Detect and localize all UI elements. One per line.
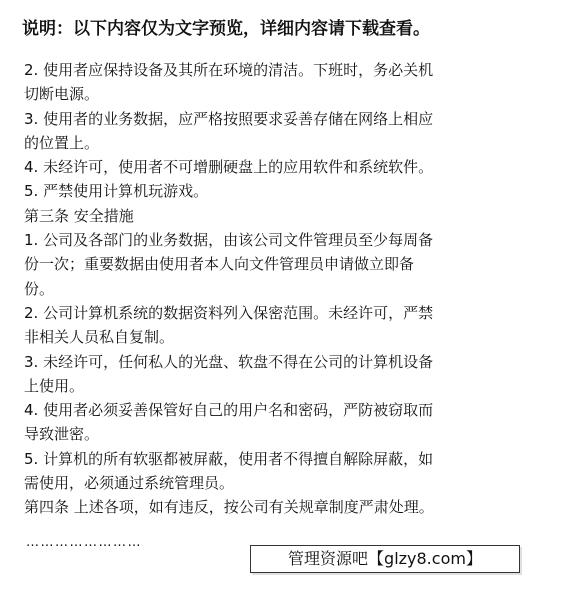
text-line: 非相关人员私自复制。: [24, 328, 175, 347]
text-line: 5. 计算机的所有软驱都被屏蔽，使用者不得擅自解除屏蔽，如: [24, 449, 434, 468]
text-line: 份一次；重要数据由使用者本人向文件管理员申请做立即备: [24, 255, 415, 274]
text-line: 4. 未经许可，使用者不可增删硬盘上的应用软件和系统软件。: [24, 158, 434, 177]
text-line: 3. 使用者的业务数据，应严格按照要求妥善存储在网络上相应: [24, 109, 434, 128]
text-line: 份。: [24, 279, 55, 298]
text-line: 的位置上。: [24, 133, 100, 152]
text-line: 上使用。: [24, 376, 85, 395]
text-line: 5. 严禁使用计算机玩游戏。: [24, 182, 209, 201]
preview-notice: 说明：以下内容仅为文字预览，详细内容请下载查看。: [22, 19, 430, 39]
text-line: 2. 使用者应保持设备及其所在环境的清洁。下班时，务必关机: [24, 61, 434, 79]
section-heading: 第四条 上述各项，如有违反，按公司有关规章制度严肃处理。: [24, 498, 434, 517]
text-line: 1. 公司及各部门的业务数据，由该公司文件管理员至少每周备: [24, 231, 434, 250]
ellipsis-divider: ……………………: [26, 535, 142, 550]
text-line: 2. 公司计算机系统的数据资料列入保密范围。未经许可，严禁: [24, 303, 434, 322]
text-line: 切断电源。: [24, 85, 100, 104]
text-line: 导致泄密。: [24, 425, 100, 444]
text-line: 3. 未经许可，任何私人的光盘、软盘不得在公司的计算机设备: [24, 352, 434, 371]
text-line: 4. 使用者必须妥善保管好自己的用户名和密码，严防被窃取而: [24, 401, 434, 420]
text-line: 需使用，必须通过系统管理员。: [24, 474, 235, 493]
source-banner: 管理资源吧【glzy8.com】: [250, 545, 520, 573]
document-body: [24, 58, 558, 520]
section-heading: 第三条 安全措施: [24, 206, 134, 225]
